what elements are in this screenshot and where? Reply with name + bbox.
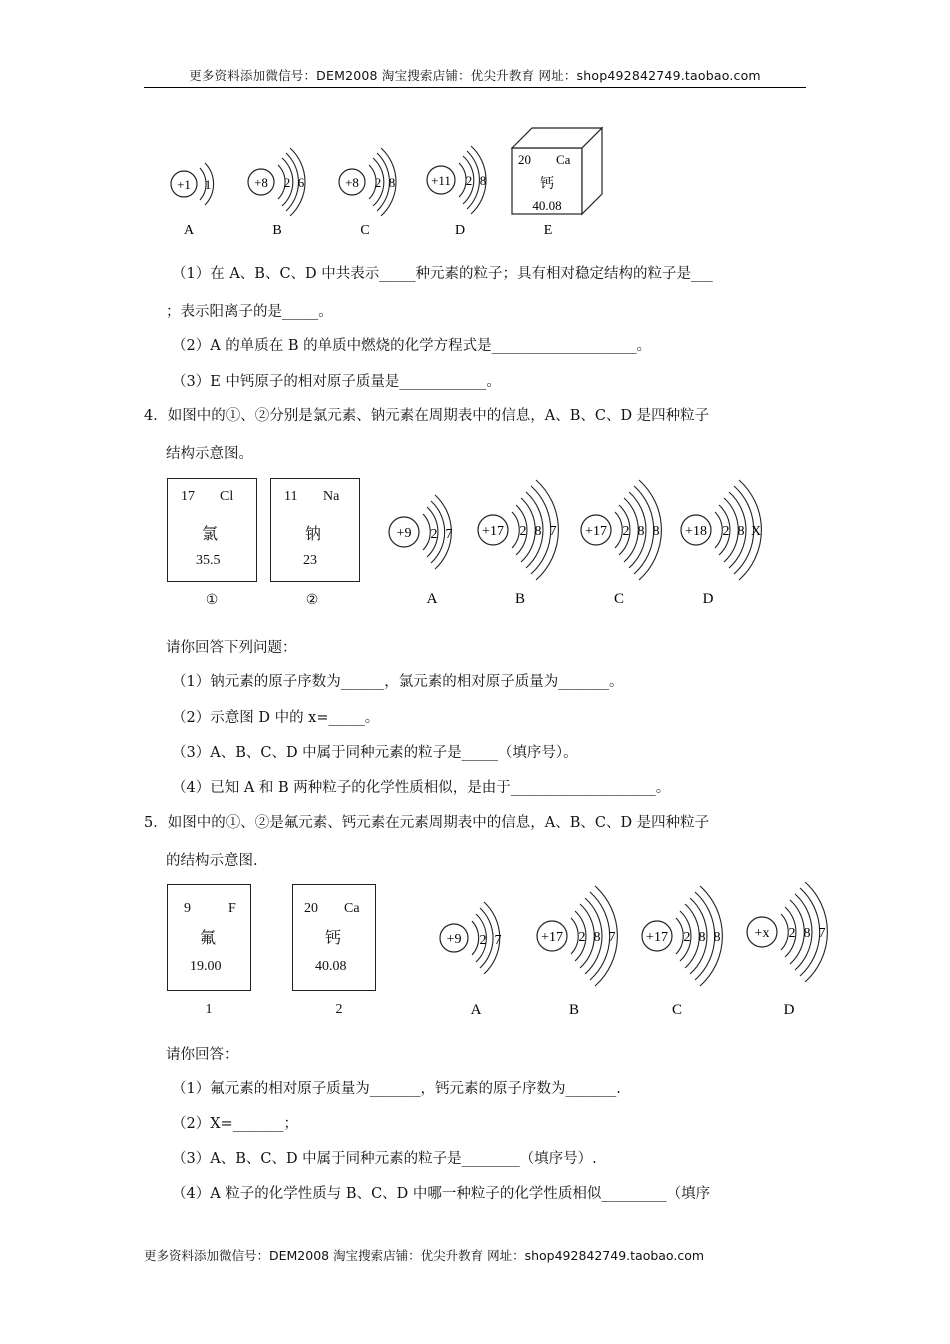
atom-diagram-b [537, 886, 617, 986]
svg-text:2: 2 [374, 175, 382, 190]
svg-text:+17: +17 [646, 930, 668, 945]
q5-line-1: （1）氟元素的相对原子质量为_______，钙元素的原子序数为_______. [172, 1081, 621, 1097]
svg-text:7: 7 [608, 930, 616, 945]
svg-text:+x: +x [754, 926, 770, 941]
atom-diagram-b [478, 480, 558, 580]
svg-text:+17: +17 [585, 524, 607, 539]
element-box-sodium: 11 Na 钠 23 [270, 478, 360, 582]
page-header: 更多资料添加微信号：DEM2008 淘宝搜索店铺：优尖升教育 网址：shop492842749.taobao.com [189, 68, 761, 83]
q4-stem-line-1: 4．如图中的①、②分别是氯元素、钠元素在周期表中的信息，A、B、C、D 是四种粒子 [144, 408, 710, 424]
label-d: D [702, 591, 714, 607]
atomic-number: 20 [518, 152, 531, 167]
atom-diagram-c [642, 886, 722, 986]
shell-electrons: 1 [204, 177, 212, 192]
element-box-calcium: 20 Ca 钙 40.08 [292, 884, 376, 991]
element-symbol: F [228, 901, 236, 916]
label-c: C [360, 223, 370, 238]
svg-text:6: 6 [297, 175, 305, 190]
svg-text:8: 8 [698, 930, 706, 945]
atom-diagram-c [339, 148, 396, 216]
label-c: C [613, 591, 625, 607]
svg-text:8: 8 [479, 173, 487, 188]
q4-line-2: （2）示意图 D 中的 x=_____。 [172, 710, 380, 726]
svg-text:+18: +18 [685, 524, 707, 539]
q3-line-4: （3）E 中钙原子的相对原子质量是____________。 [172, 374, 501, 390]
q5-stem-line-1: 5．如图中的①、②是氟元素、钙元素在元素周期表中的信息，A、B、C、D 是四种粒子 [144, 815, 710, 831]
svg-text:8: 8 [593, 930, 601, 945]
atomic-mass: 19.00 [190, 959, 222, 974]
element-name: 氟 [200, 928, 217, 947]
svg-text:+9: +9 [396, 526, 412, 541]
q4-stem-line-2: 结构示意图。 [166, 446, 253, 462]
label-b: B [514, 591, 526, 607]
element-name: 钙 [540, 176, 554, 192]
label-d: D [454, 223, 466, 238]
svg-text:+11: +11 [431, 173, 451, 188]
svg-text:8: 8 [388, 175, 396, 190]
q3-line-3: （2）A 的单质在 B 的单质中燃烧的化学方程式是____________________。 [172, 338, 652, 354]
svg-text:+9: +9 [446, 932, 462, 947]
svg-text:2: 2 [788, 926, 796, 941]
box-label-2: ② [305, 593, 319, 608]
label-a: A [426, 591, 438, 607]
atomic-mass: 35.5 [196, 553, 221, 568]
svg-text:2: 2 [622, 524, 630, 539]
q5-stem-line-2: 的结构示意图. [166, 853, 258, 869]
atom-diagram-a [440, 902, 502, 974]
q5-line-4: （4）A 粒子的化学性质与 B、C、D 中哪一种粒子的化学性质相似_________（填序 [172, 1186, 711, 1202]
q4-line-1: （1）钠元素的原子序数为______，氯元素的相对原子质量为_______。 [172, 674, 624, 690]
q5-line-3: （3）A、B、C、D 中属于同种元素的粒子是________（填序号）. [172, 1151, 597, 1167]
element-symbol: Ca [556, 152, 571, 167]
q4-prompt: 请你回答下列问题： [166, 640, 297, 656]
box-label-1: ① [205, 593, 219, 608]
atom-diagram-d [681, 480, 761, 580]
svg-text:+8: +8 [254, 175, 268, 190]
label-a: A [183, 223, 195, 238]
element-box-chlorine [167, 478, 257, 582]
atomic-number: 9 [184, 901, 191, 916]
svg-text:8: 8 [713, 930, 721, 945]
atom-diagram-a [171, 163, 214, 205]
svg-text:2: 2 [479, 933, 487, 948]
q4-atom-diagrams [380, 470, 780, 615]
q4-line-4: （4）已知 A 和 B 两种粒子的化学性质相似，是由于____________________。 [172, 780, 671, 796]
atom-diagram-d [747, 882, 827, 982]
svg-text:8: 8 [637, 524, 645, 539]
svg-text:2: 2 [683, 930, 691, 945]
q4-line-3: （3）A、B、C、D 中属于同种元素的粒子是_____（填序号）。 [172, 745, 578, 761]
svg-text:7: 7 [549, 524, 557, 539]
box-label-1: 1 [205, 1002, 213, 1017]
svg-text:7: 7 [818, 926, 826, 941]
element-name: 氯 [202, 524, 219, 543]
svg-text:+17: +17 [541, 930, 563, 945]
element-box-fluorine [167, 884, 251, 991]
atom-diagram-c [581, 480, 661, 580]
q5-prompt: 请你回答： [166, 1047, 239, 1063]
label-e: E [543, 223, 553, 238]
svg-text:2: 2 [283, 175, 291, 190]
svg-text:7: 7 [445, 527, 453, 542]
svg-text:8: 8 [652, 524, 660, 539]
q5-atom-diagrams [430, 870, 830, 1025]
svg-text:8: 8 [737, 524, 745, 539]
element-symbol: Cl [220, 489, 234, 504]
header-rule [144, 87, 806, 88]
svg-text:2: 2 [578, 930, 586, 945]
atom-diagram-a [389, 495, 453, 569]
nucleus-label: +1 [177, 177, 191, 192]
svg-text:2: 2 [465, 173, 473, 188]
label-b: B [272, 223, 282, 238]
svg-text:+8: +8 [345, 175, 359, 190]
svg-text:8: 8 [803, 926, 811, 941]
svg-text:+17: +17 [482, 524, 504, 539]
label-a: A [470, 1002, 482, 1018]
q3-line-1: （1）在 A、B、C、D 中共表示_____种元素的粒子；具有相对稳定结构的粒子是___ [172, 266, 713, 282]
atom-diagram-d [427, 146, 486, 214]
label-d: D [783, 1002, 795, 1018]
atom-diagram-b [248, 148, 305, 216]
box-label-2: 2 [335, 1002, 343, 1017]
q5-line-2: （2）X=_______； [172, 1116, 298, 1132]
svg-text:2: 2 [722, 524, 730, 539]
label-b: B [568, 1002, 580, 1018]
element-cube-calcium [512, 128, 602, 214]
svg-text:7: 7 [494, 933, 502, 948]
label-c: C [671, 1002, 683, 1018]
atomic-number: 17 [181, 489, 195, 504]
q3-line-2: ；表示阳离子的是_____。 [166, 304, 333, 320]
q3-figure [160, 120, 620, 245]
svg-text:2: 2 [519, 524, 527, 539]
atomic-mass: 40.08 [532, 198, 562, 213]
page-footer: 更多资料添加微信号：DEM2008 淘宝搜索店铺：优尖升教育 网址：shop492842749.taobao.com [144, 1248, 705, 1263]
svg-text:8: 8 [534, 524, 542, 539]
svg-text:2: 2 [430, 527, 438, 542]
svg-text:X: X [750, 524, 762, 539]
